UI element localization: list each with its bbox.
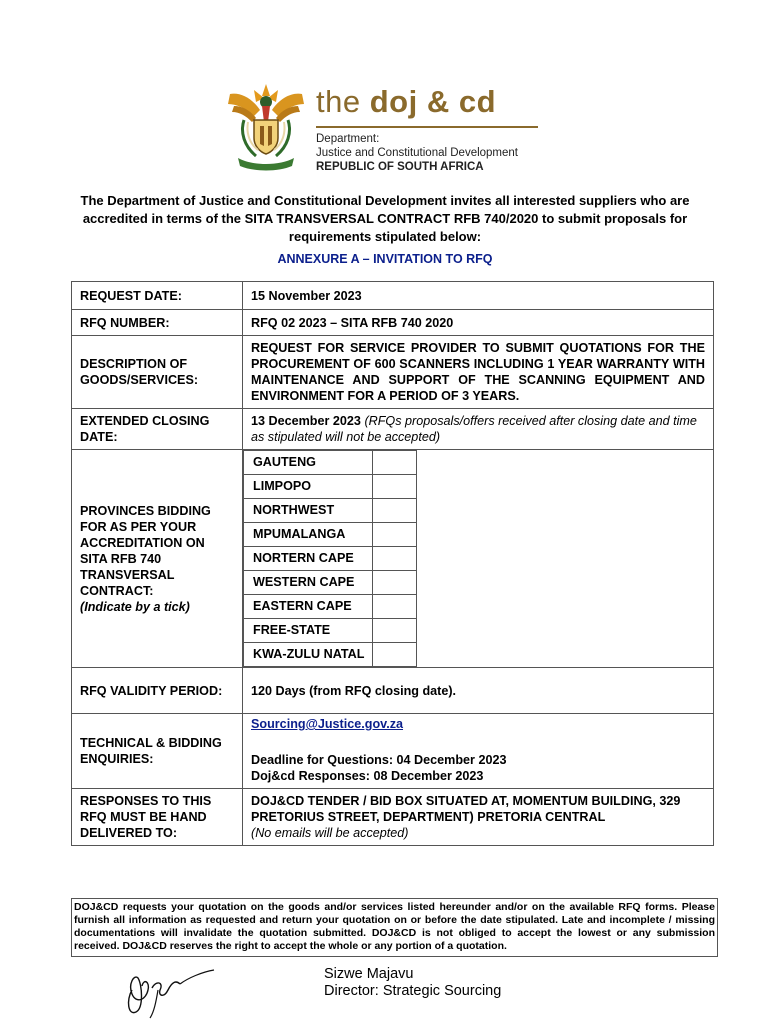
brand-name: the doj & cd [316, 84, 497, 119]
department-label: Department: [316, 133, 380, 145]
province-row [244, 547, 417, 571]
annexure-heading: ANNEXURE A – INVITATION TO RFQ [277, 252, 493, 266]
enquiries-label: TECHNICAL & BIDDING ENQUIRIES: [72, 714, 243, 789]
sourcing-email-link[interactable]: Sourcing@Justice.gov.za [251, 717, 404, 731]
province-row [244, 595, 417, 619]
delivery-note: (No emails will be accepted) [251, 826, 409, 840]
province-tick-box[interactable] [373, 499, 417, 523]
province-tick-box[interactable] [373, 475, 417, 499]
province-name: GAUTENG [244, 451, 373, 475]
provinces-cell [243, 450, 714, 668]
coat-of-arms-icon [224, 76, 308, 174]
province-row [244, 451, 417, 475]
province-tick-box[interactable] [373, 619, 417, 643]
closing-date-cell [243, 409, 714, 450]
province-name: NORTERN CAPE [244, 547, 373, 571]
province-row [244, 475, 417, 499]
province-row [244, 619, 417, 643]
rfq-number-label: RFQ NUMBER: [72, 310, 243, 336]
province-tick-box[interactable] [373, 547, 417, 571]
rfq-notice: DOJ&CD requests your quotation on the goods and/or services listed hereunder and/or on the available RFQ forms. Please furnish all information as requested and return your quotation on or before the date stipulated. Late and incomplete / missing documentations will invalidate the quotation submitted. DOJ&CD is not obliged to accept the lowest or any submission received. DOJ&CD reserves the right to accept the whole or any portion of a quotation. [71, 898, 718, 957]
closing-date-value: 13 December 2023 [251, 414, 361, 428]
provinces-hint: (Indicate by a tick) [80, 599, 190, 614]
republic-label: REPUBLIC OF SOUTH AFRICA [316, 161, 484, 173]
brand-divider [316, 126, 538, 128]
table-row [72, 336, 714, 409]
description-label: DESCRIPTION OF GOODS/SERVICES: [72, 336, 243, 409]
table-row [72, 409, 714, 450]
table-row [72, 310, 714, 336]
province-name: LIMPOPO [244, 475, 373, 499]
rfq-details-table [71, 281, 714, 846]
province-name: EASTERN CAPE [244, 595, 373, 619]
province-tick-box[interactable] [373, 451, 417, 475]
province-row [244, 523, 417, 547]
doj-cd-logo [224, 76, 554, 176]
signatory-name: Sizwe Majavu [324, 966, 414, 982]
responses-date: Doj&cd Responses: 08 December 2023 [251, 769, 484, 783]
table-row [72, 714, 714, 789]
rfq-number-value: RFQ 02 2023 – SITA RFB 740 2020 [243, 310, 714, 336]
province-tick-box[interactable] [373, 523, 417, 547]
provinces-label-cell [72, 450, 243, 668]
closing-date-note: (RFQs proposals/offers received after closing date and time as stipulated will not be accepted) [251, 414, 697, 444]
signatory-title: Director: Strategic Sourcing [324, 983, 502, 999]
delivery-label: RESPONSES TO THIS RFQ MUST BE HAND DELIVERED TO: [72, 789, 243, 846]
province-name: MPUMALANGA [244, 523, 373, 547]
validity-label: RFQ VALIDITY PERIOD: [72, 668, 243, 714]
request-date-value: 15 November 2023 [243, 282, 714, 310]
province-row [244, 499, 417, 523]
department-name: Justice and Constitutional Development [316, 147, 519, 159]
delivery-address: DOJ&CD TENDER / BID BOX SITUATED AT, MOMENTUM BUILDING, 329 PRETORIUS STREET, DEPARTMENT) PRETORIA CENTRAL [251, 794, 681, 824]
signature-icon [118, 960, 238, 1020]
table-row [72, 450, 714, 668]
province-name: NORTHWEST [244, 499, 373, 523]
province-tick-box[interactable] [373, 643, 417, 667]
province-name: FREE-STATE [244, 619, 373, 643]
description-value: REQUEST FOR SERVICE PROVIDER TO SUBMIT QUOTATIONS FOR THE PROCUREMENT OF 600 SCANNERS INCLUDING 1 YEAR WARRANTY WITH MAINTENANCE AND SUPPORT OF THE SCANNING EQUIPMENT AND ENVIRONMENT FOR A PERIOD OF 3 YEARS. [243, 336, 714, 409]
questions-deadline: Deadline for Questions: 04 December 2023 [251, 753, 507, 767]
table-row [72, 282, 714, 310]
table-row [72, 789, 714, 846]
province-row [244, 643, 417, 667]
provinces-table [243, 450, 417, 667]
delivery-cell [243, 789, 714, 846]
intro-paragraph: The Department of Justice and Constitutional Development invites all interested suppliers who are accredited in terms of the SITA TRANSVERSAL CONTRACT RFB 740/2020 to submit proposals for requirements stipulated below: [80, 193, 690, 244]
department-block [316, 132, 518, 174]
province-tick-box[interactable] [373, 571, 417, 595]
request-date-label: REQUEST DATE: [72, 282, 243, 310]
province-tick-box[interactable] [373, 595, 417, 619]
closing-date-label: EXTENDED CLOSING DATE: [72, 409, 243, 450]
province-name: WESTERN CAPE [244, 571, 373, 595]
validity-value: 120 Days (from RFQ closing date). [243, 668, 714, 714]
province-name: KWA-ZULU NATAL [244, 643, 373, 667]
province-row [244, 571, 417, 595]
table-row [72, 668, 714, 714]
enquiries-cell [243, 714, 714, 789]
signatory-block [324, 966, 501, 1000]
provinces-label: PROVINCES BIDDING FOR AS PER YOUR ACCREDITATION ON SITA RFB 740 TRANSVERSAL CONTRACT: [80, 503, 211, 598]
